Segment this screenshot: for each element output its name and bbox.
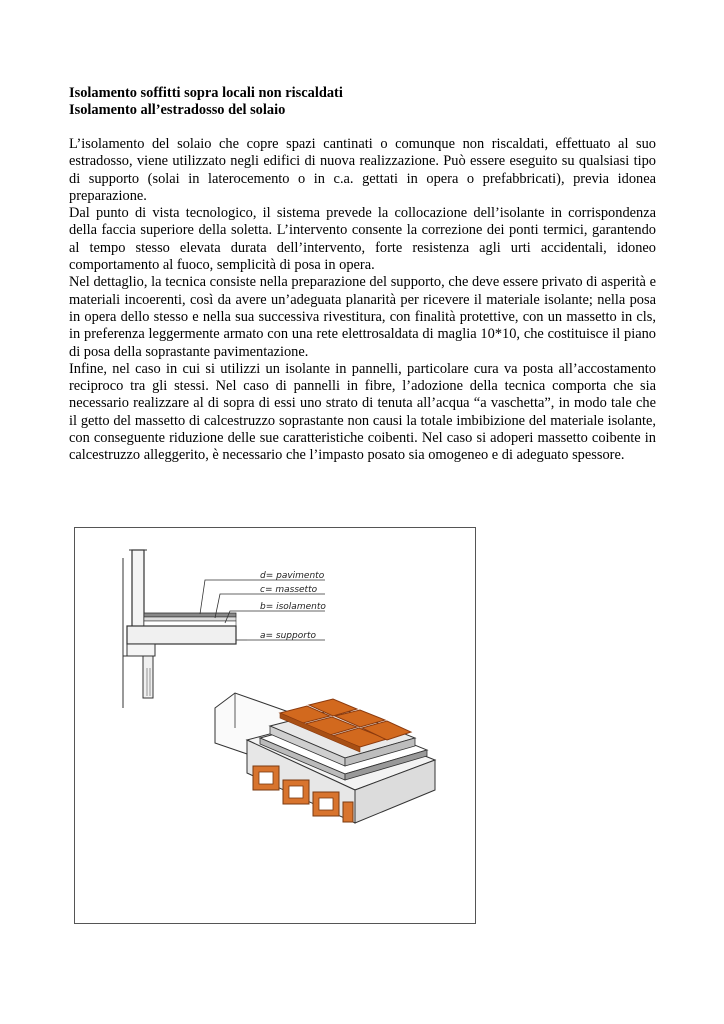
section-title: Isolamento soffitti sopra locali non riscaldati — [69, 85, 343, 101]
diagram-drawing — [75, 528, 477, 925]
paragraph-4: Infine, nel caso in cui si utilizzi un isolante in pannelli, particolare cura va posta all’accostamento reciproco tra gli stessi. Nel caso di pannelli in fibre, l’adozione della tecnica comporta che sia necessario realizzare al di sopra di essi uno strato di tenuta all’acqua “a vaschetta”, in modo tale che il getto del massetto di calcestruzzo soprastante non causi la totale imbibizione del materiale isolante, con conseguente riduzione delle sue caratteristiche coibenti. Nel caso si adoperi massetto coibente in calcestruzzo alleggerito, è necessario che l’impasto posato sia omogeneo e di adeguato spessore. — [69, 360, 656, 464]
insulation-diagram — [74, 527, 476, 924]
label-supporto: a= supporto — [260, 631, 316, 641]
isometric-block — [215, 693, 435, 823]
paragraph-3: Nel dettaglio, la tecnica consiste nella preparazione del supporto, che deve essere privato di asperità e materiali incoerenti, così da avere un’adeguata planarità per ricevere il materiale isolante; nella posa in opera dello stesso e nella sua successiva rivestitura, con finalità protettive, con un massetto in cls, in preferenza leggermente armato con una rete elettrosaldata di maglia 10*10, che costituisce il piano di posa della soprastante pavimentazione. — [69, 274, 656, 360]
floor-isolamento — [144, 621, 236, 626]
paragraph-2: Dal punto di vista tecnologico, il sistema prevede la collocazione dell’isolante in corrispondenza della faccia superiore della soletta. L’intervento consente la correzione dei ponti termici, garantendo al tempo stesso elevata durata dell’intervento, forte resistenza agli urti accidentali, idoneo comportamento al fuoco, semplicità di posa in opera. — [69, 205, 656, 274]
slab-supporto — [127, 626, 236, 644]
paragraph-1: L’isolamento del solaio che copre spazi cantinati o comunque non riscaldati, effettuato al suo estradosso, viene utilizzato negli edifici di nuova realizzazione. Può essere eseguito su qualsiasi tipo di supporto (solai in laterocemento o in c.a. gettati in opera o prefabbricati), previa idonea preparazione. — [69, 136, 656, 204]
label-isolamento: b= isolamento — [260, 602, 326, 612]
leader-d — [200, 580, 247, 614]
floor-pavimento — [144, 613, 236, 617]
floor-massetto — [144, 617, 236, 621]
label-pavimento: d= pavimento — [260, 571, 325, 581]
body-text — [69, 136, 656, 465]
section-subtitle: Isolamento all’estradosso del solaio — [69, 102, 286, 118]
label-massetto: c= massetto — [260, 585, 318, 595]
